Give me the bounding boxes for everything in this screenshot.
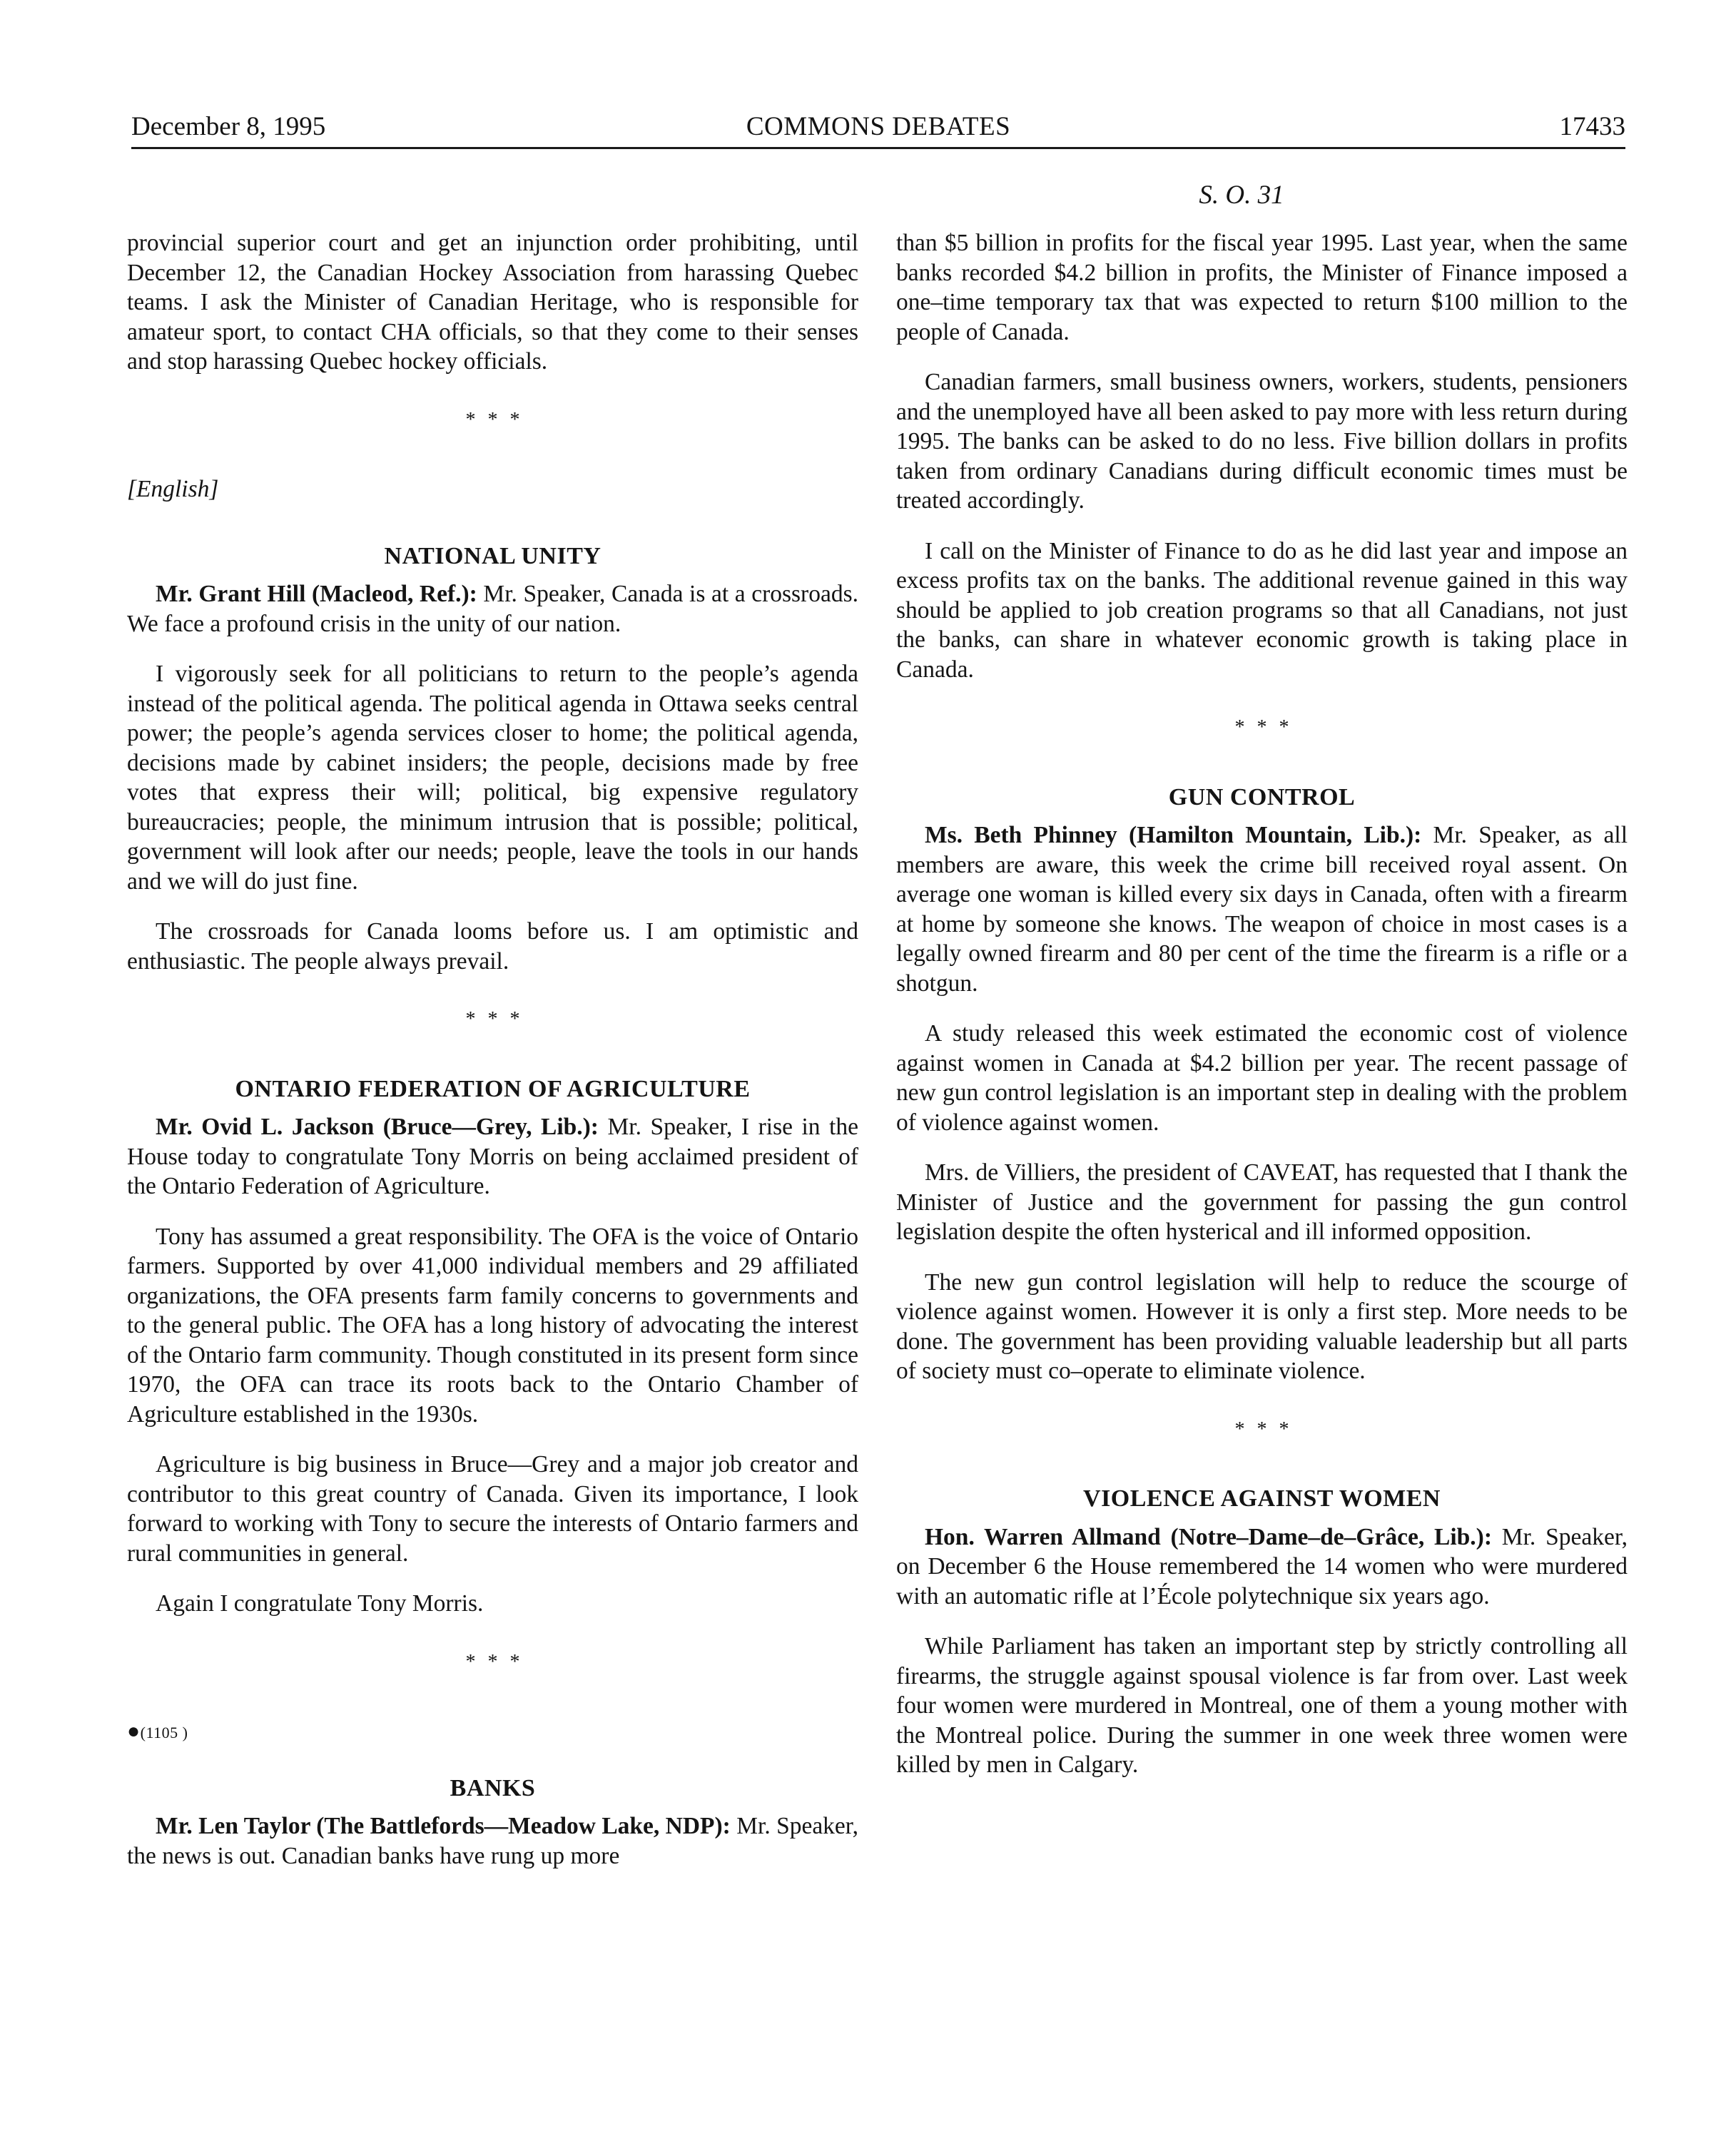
paragraph: Tony has assumed a great responsibility. The OFA is the voice of Ontario farmers. Supported by over 41,000 individual members and 29 affiliated organizations, the OFA presents farm family concerns to governments and to the general public. The OFA has a long history of advocating the interest of the Ontario farm community. Though constituted in its present form since 1970, the OFA can trace its roots back to the Ontario Chamber of Agriculture established in the 1930s. (127, 1223, 858, 1428)
section-heading: ONTARIO FEDERATION OF AGRICULTURE (235, 1075, 751, 1102)
header-page-number: 17433 (1559, 112, 1625, 141)
continued-paragraph: provincial superior court and get an injunction order prohibiting, until December 12, the Canadian Hockey Association from harassing Quebec teams. I ask the Minister of Canadian Heritage, who is responsible for amateur sport, to contact CHA officials, so that they come to their senses and stop harassing Quebec hockey officials. (127, 230, 858, 375)
header-publication: COMMONS DEBATES (746, 112, 1011, 141)
right-column (896, 228, 1628, 1801)
speaker-name: Mr. Ovid L. Jackson (Bruce—Grey, Lib.): (156, 1114, 599, 1140)
time-marker (127, 1717, 858, 1748)
paragraph: I call on the Minister of Finance to do as he did last year and impose an excess profits tax on the banks. The additional revenue gained in this way should be applied to job creation programs so that all Canadians, not just the banks, can share in whatever economic growth is taking place in Canada. (896, 537, 1628, 683)
paragraph: Agriculture is big business in Bruce—Grey and a major job creator and contributor to this great country of Canada. Given its importance, I look forward to working with Tony to secure the interests of Ontario farmers and rural communities in general. (127, 1451, 858, 1567)
statement-ontario-federation-of-agriculture (127, 1074, 858, 1619)
section-heading: VIOLENCE AGAINST WOMEN (1083, 1485, 1441, 1512)
paragraph: A study released this week estimated the economic cost of violence against women in Canada at $4.2 billion per year. The recent passage of new gun control legislation is an important step in dealing with the problem of violence against women. (896, 1020, 1628, 1136)
left-column (127, 228, 858, 1891)
speaker-name: Mr. Len Taylor (The Battlefords—Meadow Lake, NDP): (156, 1813, 731, 1839)
paragraph-text: Mr. Speaker, I rise in the House today to congratulate Tony Morris on being acclaimed president of the Ontario Federation of Agriculture. (127, 1114, 858, 1199)
section-heading: NATIONAL UNITY (384, 542, 601, 569)
paragraph (127, 1112, 858, 1201)
statement-banks-continued (896, 228, 1628, 684)
section-reference: S. O. 31 (1199, 180, 1284, 210)
paragraph (127, 579, 858, 639)
paragraph (896, 1522, 1628, 1612)
section-separator: * * * (465, 1008, 520, 1030)
paragraph-text: Mr. Speaker, as all members are aware, this week the crime bill received royal assent. On average one woman is killed every six days in Canada, often with a firearm at home by someone she knows. The weapon of choice in most cases is a legally owned firearm and 80 per cent of the time the firearm is a rifle or a shotgun. (896, 822, 1628, 997)
paragraph: than $5 billion in profits for the fiscal year 1995. Last year, when the same banks recorded $4.2 billion in profits, the Minister of Finance imposed a one–time temporary tax that was expected to return $100 million to the people of Canada. (896, 230, 1628, 345)
section-separator: * * * (465, 1650, 520, 1673)
paragraph-text: Mr. Speaker, Canada is at a crossroads. We face a profound crisis in the unity of our nation. (127, 581, 858, 637)
time-marker-text: (1105 ) (140, 1724, 188, 1741)
paragraph-text: Mr. Speaker, on December 6 the House remembered the 14 women who were murdered with an automatic rifle at l’École polytechnique six years ago. (896, 1523, 1628, 1610)
paragraph: Canadian farmers, small business owners, workers, students, pensioners and the unemployed have all been asked to pay more with less return during 1995. The banks can be asked to do no less. Five billion dollars in profits taken from ordinary Canadians during difficult economic times must be treated accordingly. (896, 369, 1628, 514)
statement-gun-control (896, 783, 1628, 1386)
header-date: December 8, 1995 (131, 112, 326, 141)
statement-banks (127, 1774, 858, 1871)
section-separator: * * * (465, 408, 520, 431)
section-separator: * * * (1234, 1418, 1289, 1440)
speaker-name: Hon. Warren Allmand (Notre–Dame–de–Grâce, Lib.): (925, 1523, 1492, 1550)
header-rule (131, 147, 1625, 149)
paragraph: The new gun control legislation will help to reduce the scourge of violence against women. However it is only a first step. More needs to be done. The government has been providing valuable leadership but all parts of society must co–operate to eliminate violence. (896, 1268, 1628, 1384)
paragraph: Again I congratulate Tony Morris. (156, 1590, 484, 1617)
statement-national-unity (127, 541, 858, 977)
paragraph: The crossroads for Canada looms before us. I am optimistic and enthusiastic. The people always prevail. (127, 918, 858, 975)
speaker-name: Mr. Grant Hill (Macleod, Ref.): (156, 581, 477, 607)
section-heading: GUN CONTROL (1168, 783, 1356, 810)
page-header (131, 107, 1625, 147)
bullet-icon: ● (127, 1719, 141, 1743)
paragraph (896, 820, 1628, 998)
paragraph: I vigorously seek for all politicians to return to the people’s agenda instead of the political agenda. The political agenda in Ottawa seeks central power; the people’s agenda services closer to home; the political agenda, decisions made by cabinet insiders; the people, decisions made by free votes that express their will; political, big expensive regulatory bureaucracies; people, the minimum intrusion that is possible; political, government will look after our needs; people, leave the tools in our hands and we will do just fine. (127, 661, 858, 895)
paragraph-text: Mr. Speaker, the news is out. Canadian banks have rung up more (127, 1813, 858, 1869)
section-heading: BANKS (450, 1774, 536, 1801)
section-separator: * * * (1234, 716, 1289, 738)
paragraph (127, 1811, 858, 1871)
speaker-name: Ms. Beth Phinney (Hamilton Mountain, Lib.): (925, 822, 1422, 848)
language-note: [English] (127, 476, 219, 502)
statement-violence-against-women (896, 1484, 1628, 1780)
paragraph: While Parliament has taken an important step by strictly controlling all firearms, the struggle against spousal violence is far from over. Last week four women were murdered in Montreal, one of them a young mother with the Montreal police. During the summer in one week three women were killed by men in Calgary. (896, 1633, 1628, 1778)
paragraph: Mrs. de Villiers, the president of CAVEAT, has requested that I thank the Minister of Justice and the government for passing the gun control legislation despite the often hysterical and ill informed opposition. (896, 1159, 1628, 1245)
